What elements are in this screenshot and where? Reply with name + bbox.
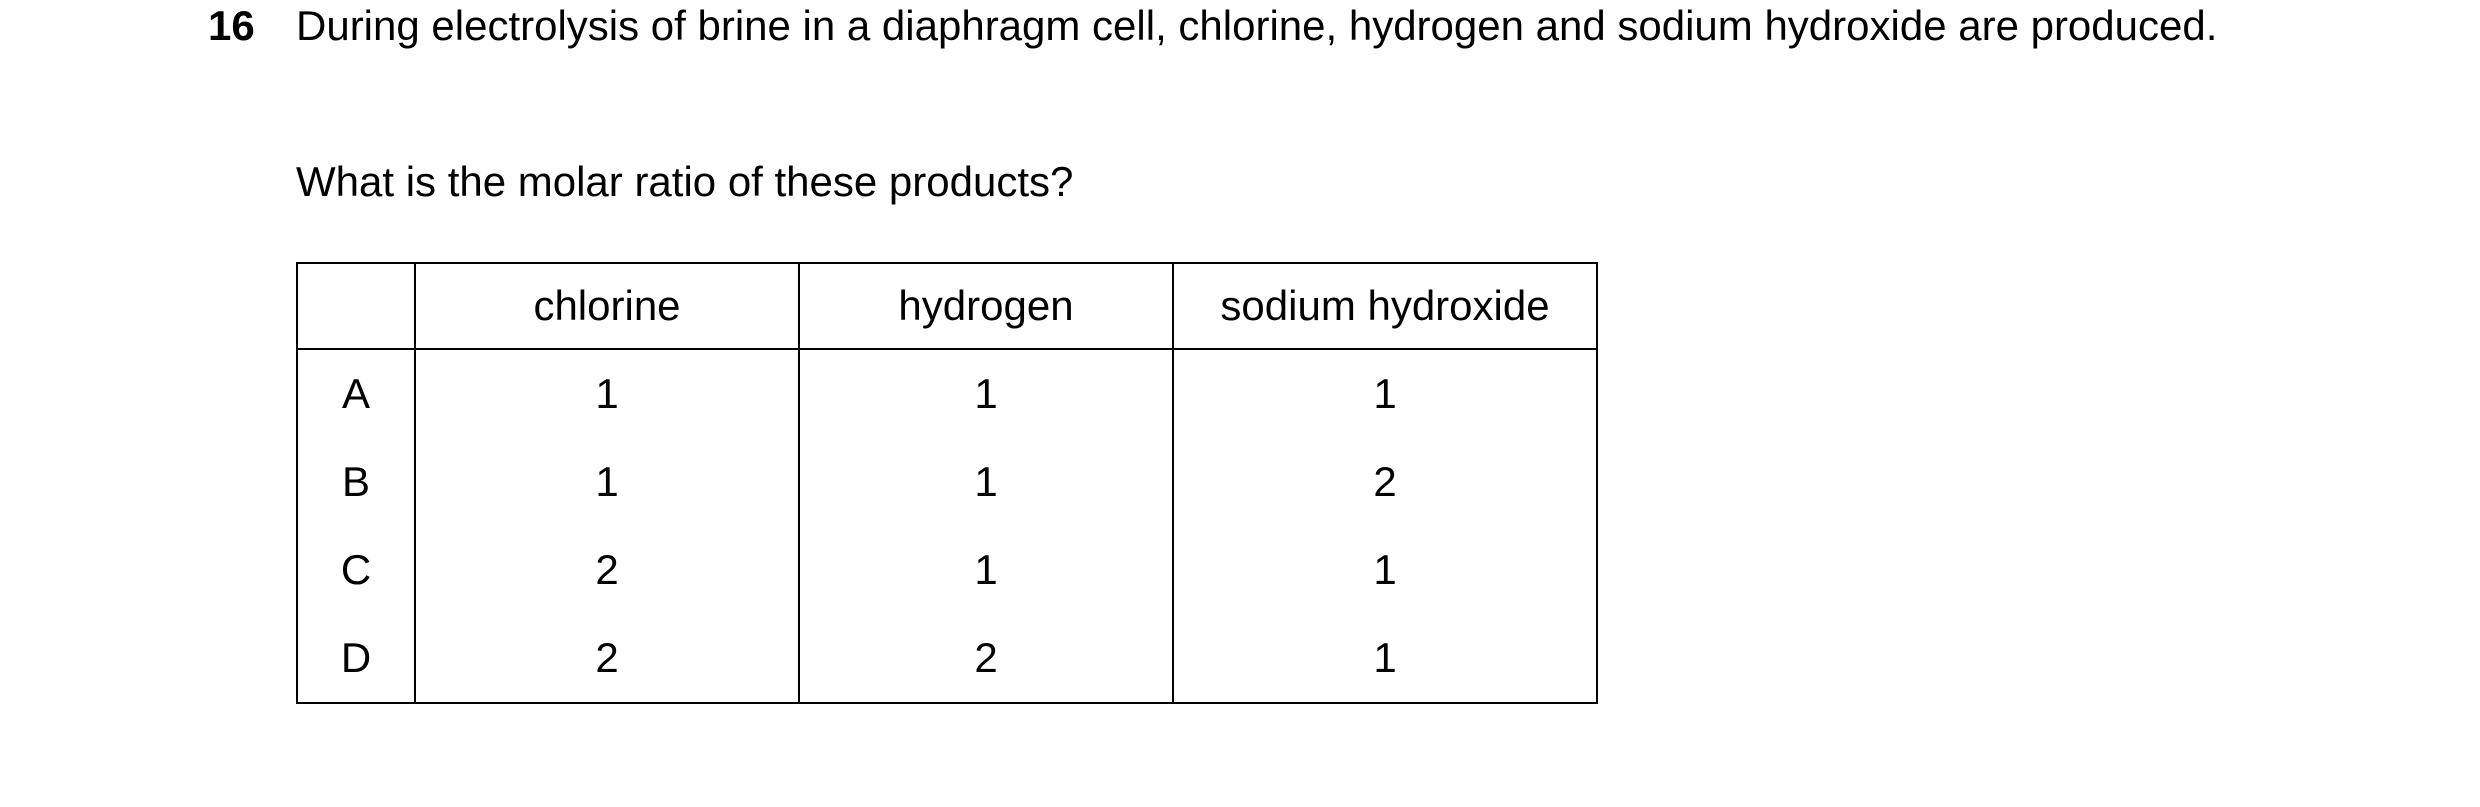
answer-options-table <box>296 262 1598 704</box>
sodium-hydroxide-value: 1 <box>1173 349 1597 438</box>
table-row <box>297 614 1597 703</box>
question-number: 16 <box>208 2 255 49</box>
sodium-hydroxide-value: 1 <box>1173 526 1597 614</box>
option-letter: C <box>297 526 415 614</box>
table-row <box>297 349 1597 438</box>
header-sodium-hydroxide: sodium hydroxide <box>1173 263 1597 349</box>
chlorine-value: 1 <box>415 438 799 526</box>
header-empty-cell <box>297 263 415 349</box>
header-chlorine: chlorine <box>415 263 799 349</box>
hydrogen-value: 1 <box>799 349 1173 438</box>
option-letter: B <box>297 438 415 526</box>
chlorine-value: 2 <box>415 614 799 703</box>
hydrogen-value: 1 <box>799 438 1173 526</box>
option-letter: A <box>297 349 415 438</box>
hydrogen-value: 1 <box>799 526 1173 614</box>
table-row <box>297 526 1597 614</box>
chlorine-value: 1 <box>415 349 799 438</box>
question-text: During electrolysis of brine in a diaphragm cell, chlorine, hydrogen and sodium hydroxide are produced. <box>296 2 2218 49</box>
question-prompt: What is the molar ratio of these products? <box>296 158 1074 205</box>
sodium-hydroxide-value: 1 <box>1173 614 1597 703</box>
hydrogen-value: 2 <box>799 614 1173 703</box>
option-letter: D <box>297 614 415 703</box>
chlorine-value: 2 <box>415 526 799 614</box>
table-header-row <box>297 263 1597 349</box>
sodium-hydroxide-value: 2 <box>1173 438 1597 526</box>
table-row <box>297 438 1597 526</box>
header-hydrogen: hydrogen <box>799 263 1173 349</box>
